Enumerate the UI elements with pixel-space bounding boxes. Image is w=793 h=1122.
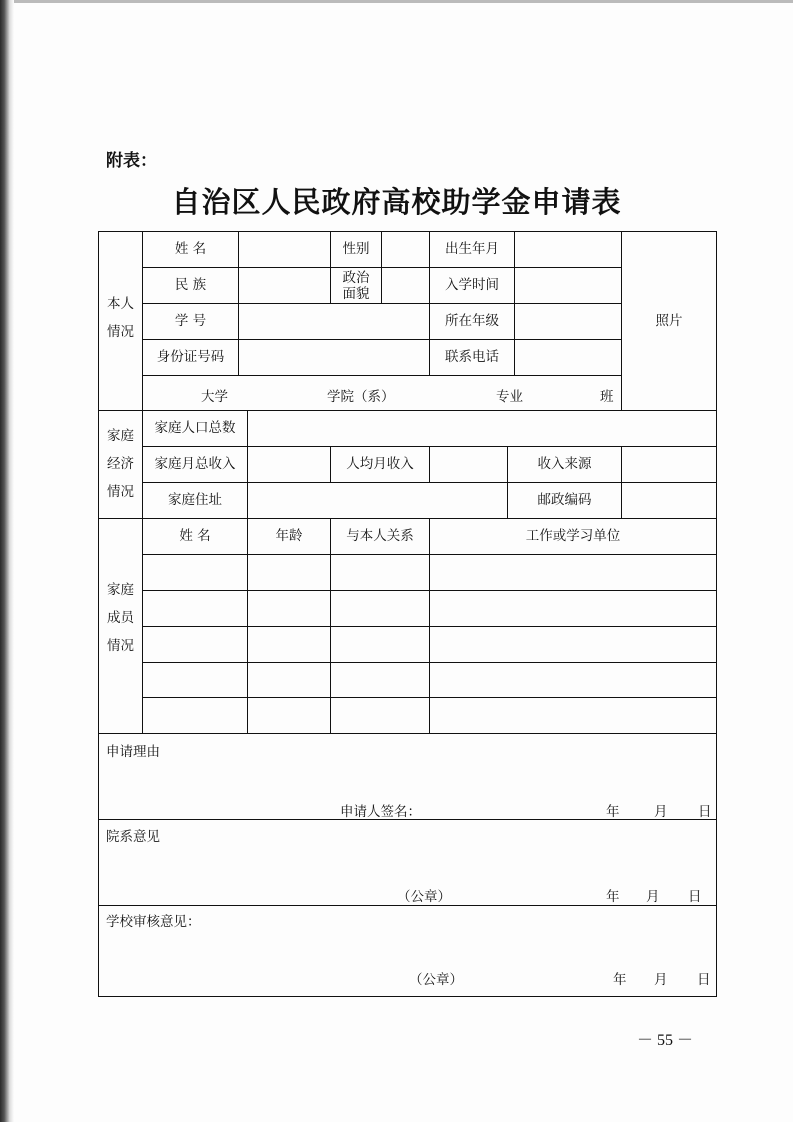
annex-label: 附表： [106, 151, 157, 171]
label-gender: 性别 [342, 241, 370, 258]
department-day: 日 [688, 889, 702, 905]
reason-month: 月 [654, 804, 668, 820]
page-number: － 55 － [637, 1032, 694, 1049]
label-per-capita-income: 人均月收入 [346, 456, 414, 473]
label-class: 班 [600, 389, 614, 405]
label-postcode: 邮政编码 [537, 492, 592, 509]
column-member-workplace: 工作或学习单位 [525, 528, 621, 545]
label-family-population: 家庭人口总数 [154, 420, 236, 437]
label-ethnicity: 民 族 [174, 277, 207, 294]
label-school-review: 学校审核意见： [106, 914, 201, 930]
label-id-card: 身份证号码 [156, 349, 225, 366]
label-name: 姓 名 [174, 241, 207, 258]
school-year: 年 [613, 972, 627, 988]
label-applicant-signature: 申请人签名： [340, 804, 421, 820]
column-member-relation: 与本人关系 [346, 528, 414, 545]
label-grade: 所在年级 [445, 313, 499, 330]
department-year: 年 [606, 889, 620, 905]
label-major: 专业 [496, 389, 523, 405]
school-day: 日 [697, 972, 711, 988]
photo-placeholder: 照片 [655, 312, 683, 329]
school-month: 月 [654, 972, 668, 988]
page-title: 自治区人民政府高校助学金申请表 [171, 185, 622, 219]
label-phone: 联系电话 [445, 349, 499, 366]
reason-day: 日 [698, 804, 712, 820]
school-seal: （公章） [409, 972, 463, 988]
reason-year: 年 [606, 804, 620, 820]
section-label-personal: 本人 情况 [107, 296, 134, 340]
label-college: 学院（系） [327, 389, 395, 405]
label-birth-date: 出生年月 [445, 241, 499, 258]
label-student-id: 学 号 [174, 313, 207, 330]
label-application-reason: 申请理由 [106, 744, 160, 760]
section-label-family-economy: 家庭 经济 情况 [107, 428, 134, 500]
label-income-source: 收入来源 [537, 456, 592, 473]
label-home-address: 家庭住址 [168, 492, 222, 509]
column-member-age: 年龄 [275, 528, 303, 545]
department-seal: （公章） [397, 889, 451, 905]
label-university: 大学 [201, 389, 228, 405]
label-department-opinion: 院系意见 [106, 829, 160, 845]
label-monthly-income: 家庭月总收入 [154, 456, 236, 473]
label-enroll-date: 入学时间 [445, 277, 499, 294]
label-political-status: 政治 面貌 [342, 269, 370, 302]
section-label-family-members: 家庭 成员 情况 [107, 582, 134, 654]
column-member-name: 姓 名 [179, 528, 211, 545]
department-month: 月 [646, 889, 660, 905]
